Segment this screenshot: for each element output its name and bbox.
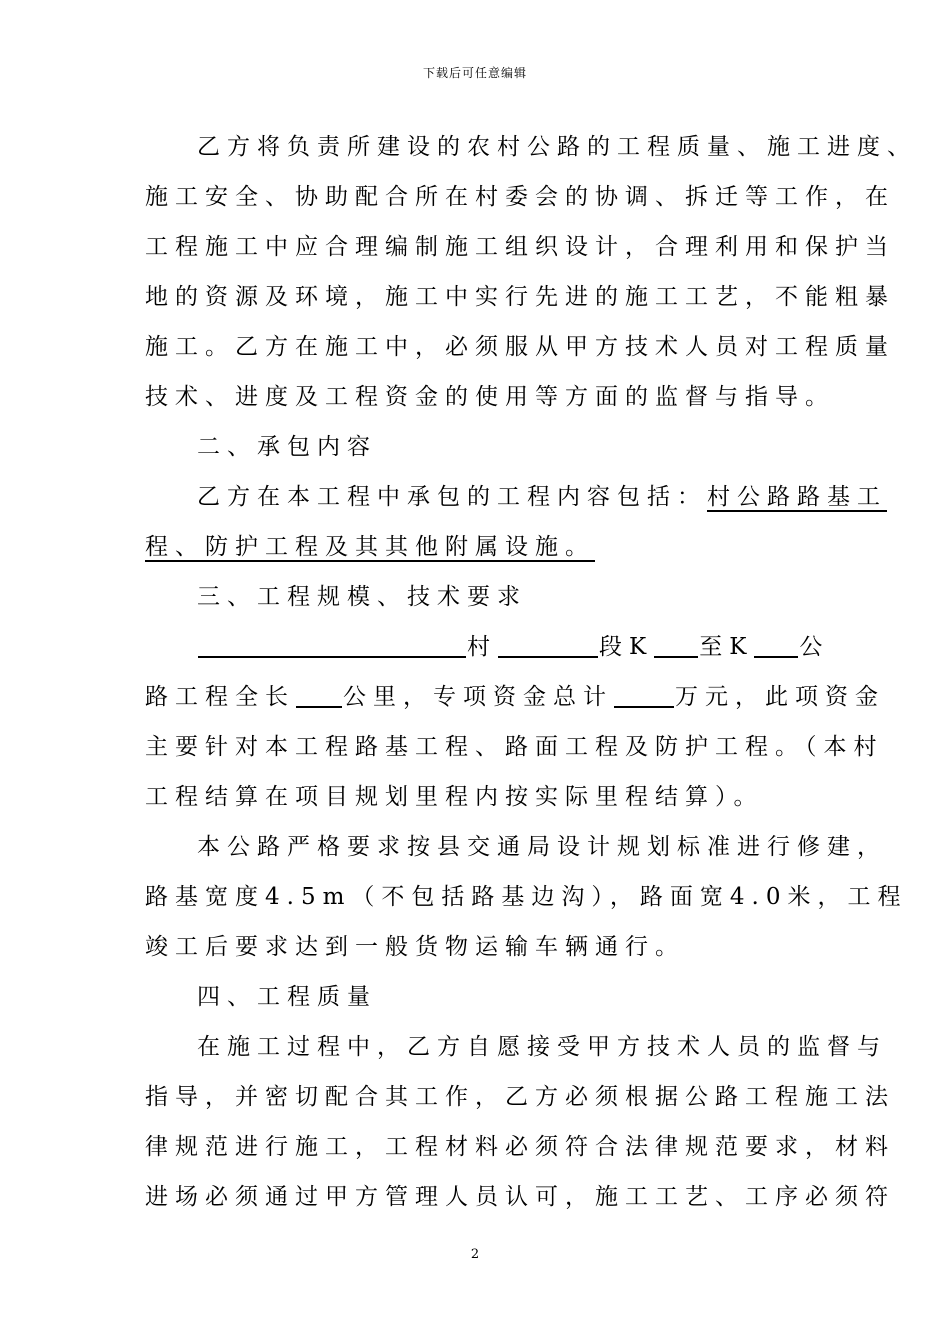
page-number: 2 bbox=[470, 1247, 480, 1262]
para2-underlined-1: 村公路路基工 bbox=[707, 484, 887, 510]
document-body bbox=[145, 122, 917, 1222]
para2-prefix: 乙方在本工程中承包的工程内容包括： bbox=[197, 484, 707, 510]
para2-line-2 bbox=[145, 522, 825, 572]
para1-line: 施工安全、协助配合所在村委会的协调、拆迁等工作，在 bbox=[145, 184, 895, 210]
km-text: 公里，专项资金总计 bbox=[343, 684, 613, 710]
page-header: 下载后可任意编辑 bbox=[422, 66, 527, 80]
section-heading-2: 二、承包内容 bbox=[197, 434, 377, 460]
para1-line: 工程施工中应合理编制施工组织设计，合理利用和保护当 bbox=[145, 234, 895, 260]
blank-section bbox=[498, 624, 598, 658]
para3-line-3: 主要针对本工程路基工程、路面工程及防护工程。（本村 bbox=[145, 734, 884, 760]
blank-length bbox=[296, 674, 342, 708]
road-length-text: 路工程全长 bbox=[145, 684, 295, 710]
para3-line-2 bbox=[145, 672, 885, 722]
blank-k-start bbox=[654, 624, 698, 658]
para5-line: 指导，并密切配合其工作，乙方必须根据公路工程施工法 bbox=[145, 1084, 895, 1110]
blank-village-name bbox=[198, 624, 466, 658]
para4-line: 竣工后要求达到一般货物运输车辆通行。 bbox=[145, 934, 685, 960]
blank-k-end bbox=[754, 624, 798, 658]
para1-line: 地的资源及环境，施工中实行先进的施工工艺，不能粗暴 bbox=[145, 284, 895, 310]
para5-line: 进场必须通过甲方管理人员认可，施工工艺、工序必须符 bbox=[145, 1184, 895, 1210]
para3-line-4: 工程结算在项目规划里程内按实际里程结算）。 bbox=[145, 784, 764, 810]
para4-line: 路基宽度4.5m（不包括路基边沟），路面宽4.0米，工程 bbox=[145, 884, 908, 910]
gong-text: 公 bbox=[799, 634, 830, 660]
to-k-text: 至K bbox=[699, 634, 754, 660]
village-text: 村 bbox=[467, 634, 497, 660]
para3-line-1 bbox=[145, 622, 830, 672]
section-heading-3: 三、工程规模、技术要求 bbox=[197, 584, 527, 610]
para2-underlined-2: 程、防护工程及其其他附属设施。 bbox=[145, 534, 595, 560]
para5-line: 律规范进行施工，工程材料必须符合法律规范要求，材料 bbox=[145, 1134, 895, 1160]
para5-line: 在施工过程中，乙方自愿接受甲方技术人员的监督与 bbox=[197, 1034, 887, 1060]
section-heading-4: 四、工程质量 bbox=[197, 984, 377, 1010]
section-k-text: 段K bbox=[599, 634, 654, 660]
para1-line: 乙方将负责所建设的农村公路的工程质量、施工进度、 bbox=[197, 134, 917, 160]
para2-line-1 bbox=[145, 472, 887, 522]
para4-line: 本公路严格要求按县交通局设计规划标准进行修建， bbox=[197, 834, 887, 860]
blank-funds bbox=[614, 674, 674, 708]
para1-line: 施工。乙方在施工中，必须服从甲方技术人员对工程质量 bbox=[145, 334, 895, 360]
wan-text: 万元，此项资金 bbox=[675, 684, 885, 710]
para1-line: 技术、进度及工程资金的使用等方面的监督与指导。 bbox=[145, 384, 835, 410]
